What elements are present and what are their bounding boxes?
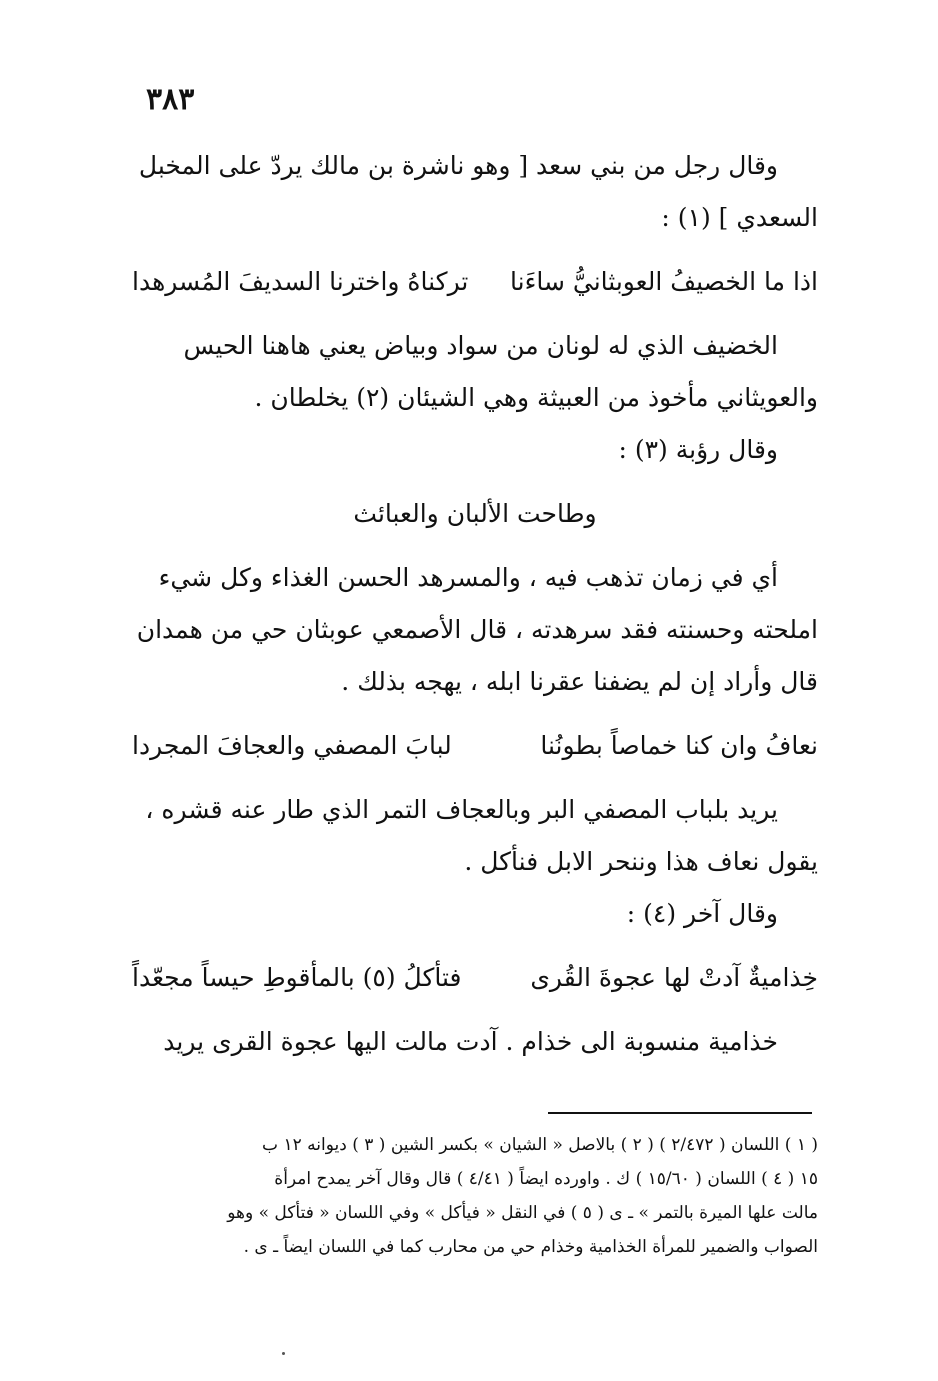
text-line: الخضيف الذي له لونان من سواد وبياض يعني هاهنا الحيس bbox=[183, 331, 778, 360]
text-line: املحته وحسنته فقد سرهدته ، قال الأصمعي عوبثان حي من همدان bbox=[136, 615, 818, 644]
text-line: وقال رؤبة (٣) : bbox=[618, 435, 778, 464]
verse-1-first-hemistich: اذا ما الخصيفُ العوبثانيُّ ساءَنا bbox=[510, 267, 818, 296]
verse-3 bbox=[132, 718, 818, 774]
text-line: والعويثاني مأخوذ من العبيثة وهي الشيئان (٢) يخلطان . bbox=[254, 383, 818, 412]
footnotes bbox=[132, 1128, 818, 1264]
text-line: وقال آخر (٤) : bbox=[626, 899, 778, 928]
text-line: قال وأراد إن لم يضفنا عقرنا ابله ، يهجه بذلك . bbox=[341, 667, 818, 696]
page-number: ٣٨٣ bbox=[146, 82, 195, 117]
verse-4-first-hemistich: خِذاميةٌ آدتْ لها عجوةَ القُرى bbox=[530, 963, 818, 992]
verse-1-second-hemistich: تركناهُ واخترنا السديفَ المُسرهدا bbox=[132, 267, 469, 296]
text-line: يقول نعاف هذا وننحر الابل فنأكل . bbox=[464, 847, 818, 876]
verse-4-second-hemistich: فتأكلُ (٥) بالمأقوطِ حيساً مجعّداً bbox=[132, 963, 462, 992]
text-line: خذامية منسوبة الى خذام . آدت مالت اليها عجوة القرى يريد bbox=[163, 1027, 778, 1056]
verse-3-first-hemistich: نعافُ وان كنا خماصاً بطونُنا bbox=[540, 731, 818, 760]
verse-3-second-hemistich: لبابَ المصفي والعجافَ المجردا bbox=[132, 731, 452, 760]
verse-2: وطاحت الألبان والعبائث bbox=[353, 499, 597, 528]
main-text bbox=[132, 140, 818, 1068]
page-speck bbox=[282, 1352, 285, 1355]
text-line: وقال رجل من بني سعد [ وهو ناشرة بن مالك يردّ على المخبل bbox=[138, 151, 778, 180]
text-line: أي في زمان تذهب فيه ، والمسرهد الحسن الغذاء وكل شيء bbox=[158, 563, 778, 592]
verse-4 bbox=[132, 950, 818, 1006]
verse-1 bbox=[132, 254, 818, 310]
footnote-line: ( ١ ) اللسان ( ٢/٤٧٢ ) ( ٢ ) بالاصل « الشيان » بكسر الشين ( ٣ ) ديوانه ١٢ ب bbox=[262, 1135, 818, 1155]
text-line: يريد بلباب المصفي البر وبالعجاف التمر الذي طار عنه قشره ، bbox=[145, 795, 778, 824]
footnote-line: ١٥ ( ٤ ) اللسان ( ١٥/٦٠ ) ك . واورده ايضاً ( ٤/٤١ ) قال وقال آخر يمدح امرأة bbox=[274, 1169, 818, 1189]
footnote-line: مالت علها الميرة بالتمر » ـ ى ( ٥ ) في النقل « فيأكل » وفي اللسان « فتأكل » وهو bbox=[227, 1203, 818, 1223]
text-line: السعدي ] (١) : bbox=[661, 203, 818, 232]
footnote-separator bbox=[548, 1112, 812, 1114]
footnote-line: الصواب والضمير للمرأة الخذامية وخذام حي من محارب كما في اللسان ايضاً ـ ى . bbox=[243, 1237, 818, 1257]
